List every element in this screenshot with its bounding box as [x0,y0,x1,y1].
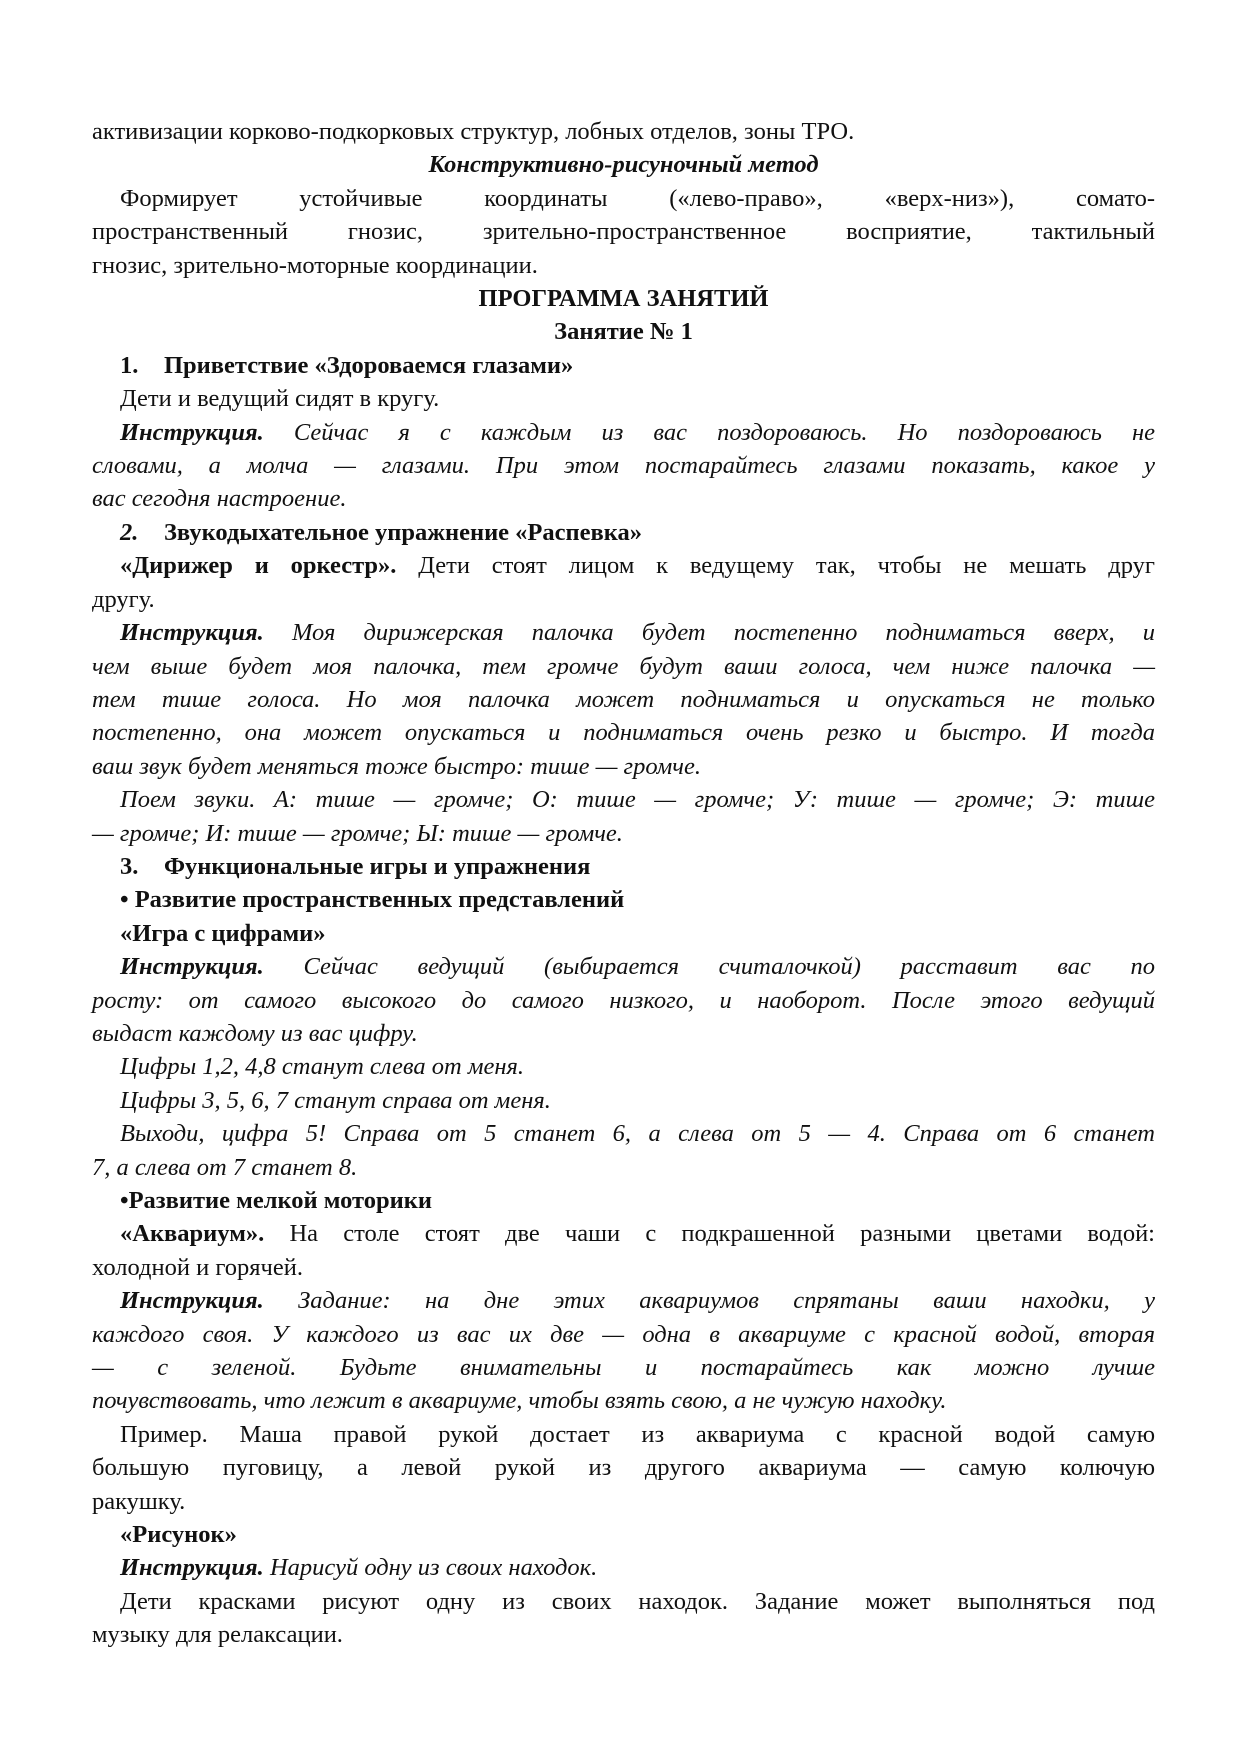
instruction-line: тем тише голоса. Но моя палочка может подниматься и опускаться не только [92,685,1155,713]
game-label: «Дирижер и оркестр». [120,552,397,580]
method-text-line: пространственный гнозис, зрительно-пространственное восприятие, тактильный [92,218,1155,246]
instruction-line: каждого своя. У каждого из вас их две — одна в аквариуме с красной водой, вторая [92,1320,1155,1348]
section-heading [92,850,1155,883]
instruction-line: Инструкция. Сейчас я с каждым из вас поздороваюсь. Но поздороваюсь не [120,418,1155,446]
method-title: Конструктивно-рисуночный метод [428,151,819,179]
section-title: Приветствие «Здороваемся глазами» [164,351,574,379]
instruction-line: ваш звук будет меняться тоже быстро: тише — громче. [92,752,701,780]
game-title: «Игра с цифрами» [120,919,326,947]
instruction-line: постепенно, она может опускаться и подниматься очень резко и быстро. И тогда [92,719,1155,747]
game-label: «Аквариум». [120,1220,265,1248]
sounds-line: — громче; И: тише — громче; Ы: тише — громче. [92,819,623,847]
intro-line: активизации корково-подкорковых структур, лобных отделов, зоны ТРО. [92,118,855,145]
digits-line: Цифры 1,2, 4,8 станут слева от меня. [120,1053,525,1081]
digits-line: Цифры 3, 5, 6, 7 станут справа от меня. [120,1086,551,1114]
document-page [92,115,1155,1652]
section-number: 1. [120,351,139,379]
instruction-line: Инструкция. Моя дирижерская палочка будет постепенно подниматься вверх, и [120,619,1155,647]
instruction-line: выдаст каждому из вас цифру. [92,1019,418,1047]
section-number: 2. [120,518,139,546]
section-heading [92,349,1155,382]
game-line: «Аквариум». На столе стоят две чаши с подкрашенной разными цветами водой: [120,1220,1155,1248]
instruction-line: росту: от самого высокого до самого низкого, и наоборот. После этого ведущий [92,986,1155,1014]
section-number: 3. [120,852,139,880]
game-line: другу. [92,585,155,613]
sounds-line: Поем звуки. А: тише — громче; О: тише — громче; У: тише — громче; Э: тише [120,786,1155,814]
instruction-line: почувствовать, что лежит в аквариуме, чтобы взять свою, а не чужую находку. [92,1387,947,1415]
instruction-line: Инструкция. Нарисуй одну из своих находок. [120,1554,598,1582]
game-line: холодной и горячей. [92,1253,303,1281]
program-title: ПРОГРАММА ЗАНЯТИЙ [478,285,769,313]
game-title: «Рисунок» [120,1521,237,1549]
instruction-line: вас сегодня настроение. [92,485,347,513]
game-line: «Дирижер и оркестр». Дети стоят лицом к ведущему так, чтобы не мешать друг [120,552,1155,580]
method-text-line: Формирует устойчивые координаты («лево-право», «верх-низ»), сомато- [120,184,1155,212]
method-text-line: гнозис, зрительно-моторные координации. [92,251,538,279]
drawing-line: Дети красками рисуют одну из своих находок. Задание может выполняться под [120,1587,1155,1615]
instruction-label: Инструкция. [120,1554,264,1582]
example-line: ракушку. [92,1487,186,1515]
example-line: большую пуговицу, а левой рукой из другого аквариума — самую колючую [92,1454,1155,1482]
section-title: Звукодыхательное упражнение «Распевка» [164,518,642,546]
instruction-label: Инструкция. [120,953,264,981]
lesson-title: Занятие № 1 [554,318,693,346]
instruction-line: Инструкция. Сейчас ведущий (выбирается считалочкой) расставит вас по [120,953,1155,981]
instruction-label: Инструкция. [120,619,264,647]
instruction-label: Инструкция. [120,418,264,446]
instruction-line: словами, а молча — глазами. При этом постарайтесь глазами показать, какое у [92,452,1155,480]
section-heading [92,516,1155,549]
subsection-title: •Развитие мелкой моторики [120,1187,432,1214]
section-text: Дети и ведущий сидят в кругу. [120,385,440,413]
instruction-line: Инструкция. Задание: на дне этих аквариумов спрятаны ваши находки, у [120,1287,1155,1315]
instruction-line: — с зеленой. Будьте внимательны и постарайтесь как можно лучше [92,1354,1155,1382]
drawing-line: музыку для релаксации. [92,1621,343,1649]
example-line: Пример. Маша правой рукой достает из аквариума с красной водой самую [120,1420,1155,1448]
digits-line: Выходи, цифра 5! Справа от 5 станет 6, а слева от 5 — 4. Справа от 6 станет [120,1120,1155,1148]
digits-line: 7, а слева от 7 станет 8. [92,1153,358,1181]
instruction-label: Инструкция. [120,1287,264,1315]
section-title: Функциональные игры и упражнения [164,852,591,880]
subsection-title: • Развитие пространственных представлений [120,886,625,914]
instruction-line: чем выше будет моя палочка, тем громче будут ваши голоса, чем ниже палочка — [92,652,1155,680]
